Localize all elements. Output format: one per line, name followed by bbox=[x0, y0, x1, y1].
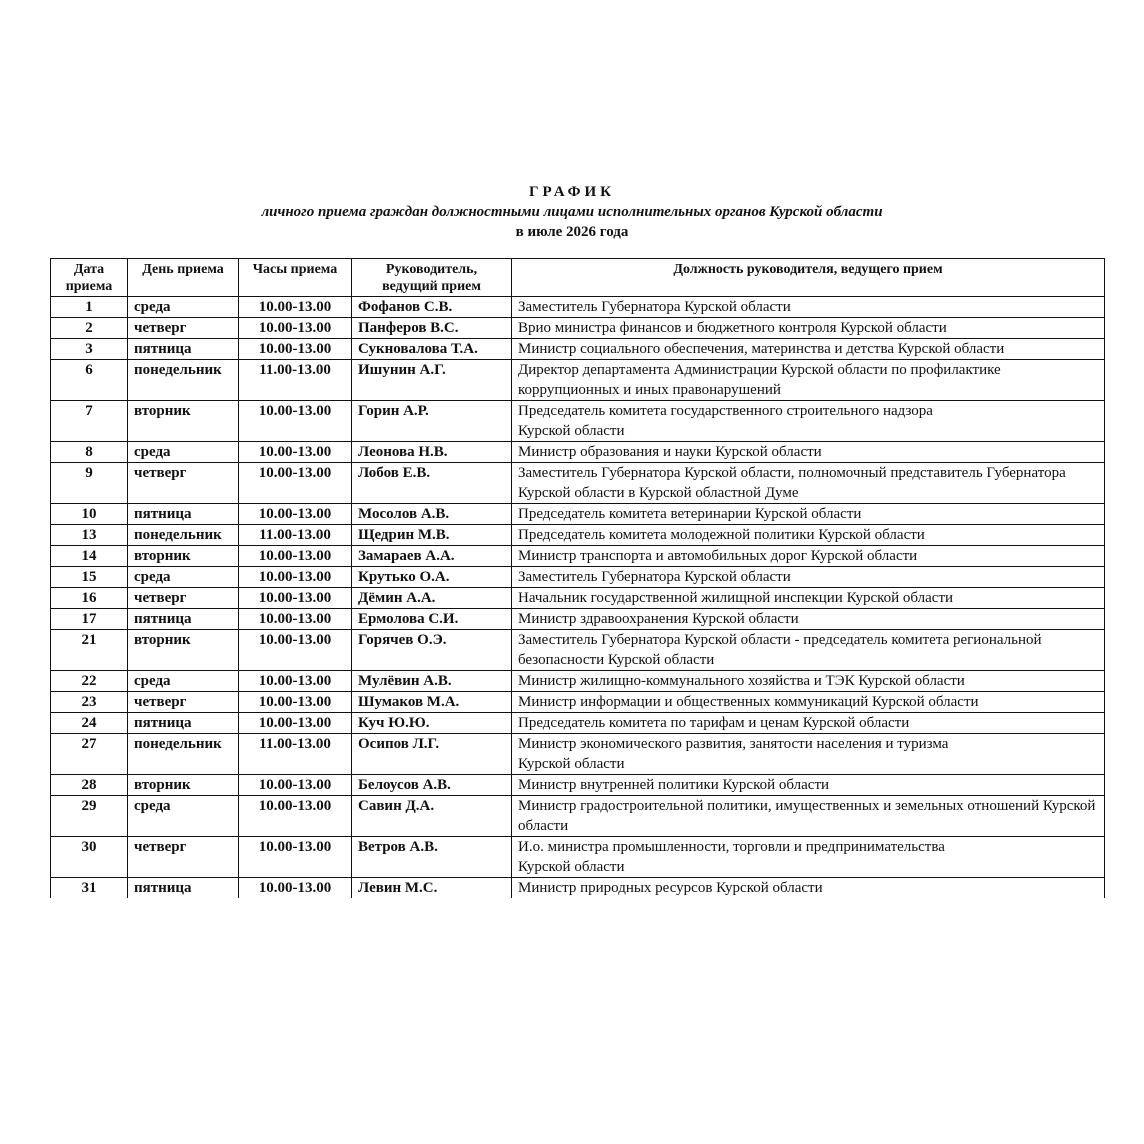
table-row bbox=[51, 401, 1105, 442]
official-cell: Мулёвин А.В. bbox=[352, 671, 512, 692]
position-cell: Министр образования и науки Курской области bbox=[512, 442, 1105, 463]
date-cell: 8 bbox=[51, 442, 128, 463]
official-cell: Шумаков М.А. bbox=[352, 692, 512, 713]
date-cell: 9 bbox=[51, 463, 128, 504]
date-cell: 24 bbox=[51, 713, 128, 734]
column-header-official: Руководитель, ведущий прием bbox=[352, 259, 512, 297]
day-cell: среда bbox=[128, 442, 239, 463]
column-header-hours: Часы приема bbox=[239, 259, 352, 297]
date-cell: 28 bbox=[51, 775, 128, 796]
table-row bbox=[51, 339, 1105, 360]
table-body bbox=[51, 297, 1105, 899]
table-row bbox=[51, 318, 1105, 339]
date-cell: 13 bbox=[51, 525, 128, 546]
hours-cell: 10.00-13.00 bbox=[239, 837, 352, 878]
date-cell: 2 bbox=[51, 318, 128, 339]
day-cell: четверг bbox=[128, 837, 239, 878]
day-cell: четверг bbox=[128, 318, 239, 339]
position-cell: Директор департамента Администрации Курской области по профилактике коррупционных и иных правонарушений bbox=[512, 360, 1105, 401]
hours-cell: 10.00-13.00 bbox=[239, 713, 352, 734]
document-header bbox=[0, 182, 1144, 242]
date-cell: 27 bbox=[51, 734, 128, 775]
hours-cell: 10.00-13.00 bbox=[239, 339, 352, 360]
table-header-row bbox=[51, 259, 1105, 297]
hours-cell: 10.00-13.00 bbox=[239, 318, 352, 339]
schedule-table bbox=[50, 258, 1105, 898]
position-cell: Председатель комитета по тарифам и ценам Курской области bbox=[512, 713, 1105, 734]
official-cell: Ишунин А.Г. bbox=[352, 360, 512, 401]
hours-cell: 10.00-13.00 bbox=[239, 692, 352, 713]
official-cell: Щедрин М.В. bbox=[352, 525, 512, 546]
table-row bbox=[51, 630, 1105, 671]
date-cell: 21 bbox=[51, 630, 128, 671]
position-cell: Министр социального обеспечения, материнства и детства Курской области bbox=[512, 339, 1105, 360]
position-cell: Министр здравоохранения Курской области bbox=[512, 609, 1105, 630]
date-cell: 17 bbox=[51, 609, 128, 630]
official-cell: Савин Д.А. bbox=[352, 796, 512, 837]
table-row bbox=[51, 837, 1105, 878]
table-row bbox=[51, 713, 1105, 734]
hours-cell: 11.00-13.00 bbox=[239, 734, 352, 775]
official-cell: Леонова Н.В. bbox=[352, 442, 512, 463]
position-cell: Министр градостроительной политики, имущественных и земельных отношений Курской области bbox=[512, 796, 1105, 837]
position-cell: Министр транспорта и автомобильных дорог Курской области bbox=[512, 546, 1105, 567]
date-cell: 6 bbox=[51, 360, 128, 401]
day-cell: вторник bbox=[128, 775, 239, 796]
day-cell: среда bbox=[128, 567, 239, 588]
day-cell: четверг bbox=[128, 588, 239, 609]
position-cell: Заместитель Губернатора Курской области bbox=[512, 567, 1105, 588]
hours-cell: 10.00-13.00 bbox=[239, 609, 352, 630]
column-header-date: Дата приема bbox=[51, 259, 128, 297]
official-cell: Крутько О.А. bbox=[352, 567, 512, 588]
day-cell: пятница bbox=[128, 339, 239, 360]
official-cell: Панферов В.С. bbox=[352, 318, 512, 339]
date-cell: 7 bbox=[51, 401, 128, 442]
table-row bbox=[51, 442, 1105, 463]
date-cell: 16 bbox=[51, 588, 128, 609]
hours-cell: 10.00-13.00 bbox=[239, 630, 352, 671]
official-cell: Замараев А.А. bbox=[352, 546, 512, 567]
position-cell: Председатель комитета молодежной политики Курской области bbox=[512, 525, 1105, 546]
official-cell: Мосолов А.В. bbox=[352, 504, 512, 525]
position-cell: Председатель комитета государственного строительного надзора Курской области bbox=[512, 401, 1105, 442]
column-header-position: Должность руководителя, ведущего прием bbox=[512, 259, 1105, 297]
official-cell: Ермолова С.И. bbox=[352, 609, 512, 630]
hours-cell: 10.00-13.00 bbox=[239, 878, 352, 899]
position-cell: Врио министра финансов и бюджетного контроля Курской области bbox=[512, 318, 1105, 339]
column-header-day: День приема bbox=[128, 259, 239, 297]
hours-cell: 10.00-13.00 bbox=[239, 401, 352, 442]
date-cell: 15 bbox=[51, 567, 128, 588]
day-cell: среда bbox=[128, 297, 239, 318]
official-cell: Осипов Л.Г. bbox=[352, 734, 512, 775]
hours-cell: 10.00-13.00 bbox=[239, 442, 352, 463]
day-cell: пятница bbox=[128, 609, 239, 630]
hours-cell: 10.00-13.00 bbox=[239, 796, 352, 837]
hours-cell: 10.00-13.00 bbox=[239, 504, 352, 525]
table-row bbox=[51, 878, 1105, 899]
day-cell: пятница bbox=[128, 713, 239, 734]
position-cell: Заместитель Губернатора Курской области - председатель комитета региональной безопасности Курской области bbox=[512, 630, 1105, 671]
table-row bbox=[51, 609, 1105, 630]
day-cell: понедельник bbox=[128, 734, 239, 775]
hours-cell: 11.00-13.00 bbox=[239, 360, 352, 401]
day-cell: четверг bbox=[128, 463, 239, 504]
date-cell: 30 bbox=[51, 837, 128, 878]
position-cell: Министр жилищно-коммунального хозяйства и ТЭК Курской области bbox=[512, 671, 1105, 692]
hours-cell: 10.00-13.00 bbox=[239, 671, 352, 692]
position-cell: И.о. министра промышленности, торговли и предпринимательства Курской области bbox=[512, 837, 1105, 878]
position-cell: Заместитель Губернатора Курской области, полномочный представитель Губернатора Курской области в Курской областной Думе bbox=[512, 463, 1105, 504]
official-cell: Левин М.С. bbox=[352, 878, 512, 899]
table-row bbox=[51, 796, 1105, 837]
document-title: ГРАФИК bbox=[528, 184, 616, 200]
table-row bbox=[51, 360, 1105, 401]
position-cell: Министр информации и общественных коммуникаций Курской области bbox=[512, 692, 1105, 713]
table-row bbox=[51, 525, 1105, 546]
date-cell: 1 bbox=[51, 297, 128, 318]
position-cell: Министр природных ресурсов Курской области bbox=[512, 878, 1105, 899]
hours-cell: 11.00-13.00 bbox=[239, 525, 352, 546]
position-cell: Начальник государственной жилищной инспекции Курской области bbox=[512, 588, 1105, 609]
table-row bbox=[51, 734, 1105, 775]
position-cell: Заместитель Губернатора Курской области bbox=[512, 297, 1105, 318]
table-row bbox=[51, 567, 1105, 588]
day-cell: четверг bbox=[128, 692, 239, 713]
official-cell: Горячев О.Э. bbox=[352, 630, 512, 671]
date-cell: 14 bbox=[51, 546, 128, 567]
day-cell: понедельник bbox=[128, 525, 239, 546]
table-row bbox=[51, 504, 1105, 525]
date-cell: 22 bbox=[51, 671, 128, 692]
day-cell: пятница bbox=[128, 878, 239, 899]
day-cell: среда bbox=[128, 671, 239, 692]
position-cell: Министр внутренней политики Курской области bbox=[512, 775, 1105, 796]
day-cell: вторник bbox=[128, 401, 239, 442]
date-cell: 29 bbox=[51, 796, 128, 837]
official-cell: Сукновалова Т.А. bbox=[352, 339, 512, 360]
table-row bbox=[51, 692, 1105, 713]
position-cell: Председатель комитета ветеринарии Курской области bbox=[512, 504, 1105, 525]
official-cell: Белоусов А.В. bbox=[352, 775, 512, 796]
hours-cell: 10.00-13.00 bbox=[239, 297, 352, 318]
official-cell: Дёмин А.А. bbox=[352, 588, 512, 609]
day-cell: вторник bbox=[128, 546, 239, 567]
official-cell: Фофанов С.В. bbox=[352, 297, 512, 318]
official-cell: Куч Ю.Ю. bbox=[352, 713, 512, 734]
document-subtitle: личного приема граждан должностными лицами исполнительных органов Курской области bbox=[261, 204, 883, 220]
hours-cell: 10.00-13.00 bbox=[239, 775, 352, 796]
official-cell: Ветров А.В. bbox=[352, 837, 512, 878]
table-row bbox=[51, 297, 1105, 318]
day-cell: понедельник bbox=[128, 360, 239, 401]
hours-cell: 10.00-13.00 bbox=[239, 546, 352, 567]
date-cell: 23 bbox=[51, 692, 128, 713]
day-cell: пятница bbox=[128, 504, 239, 525]
date-cell: 31 bbox=[51, 878, 128, 899]
position-cell: Министр экономического развития, занятости населения и туризма Курской области bbox=[512, 734, 1105, 775]
official-cell: Горин А.Р. bbox=[352, 401, 512, 442]
hours-cell: 10.00-13.00 bbox=[239, 588, 352, 609]
hours-cell: 10.00-13.00 bbox=[239, 463, 352, 504]
hours-cell: 10.00-13.00 bbox=[239, 567, 352, 588]
table-row bbox=[51, 671, 1105, 692]
table-row bbox=[51, 463, 1105, 504]
table-row bbox=[51, 775, 1105, 796]
day-cell: среда bbox=[128, 796, 239, 837]
document-period: в июле 2026 года bbox=[515, 224, 629, 240]
date-cell: 3 bbox=[51, 339, 128, 360]
official-cell: Лобов Е.В. bbox=[352, 463, 512, 504]
table-row bbox=[51, 546, 1105, 567]
table-row bbox=[51, 588, 1105, 609]
date-cell: 10 bbox=[51, 504, 128, 525]
day-cell: вторник bbox=[128, 630, 239, 671]
